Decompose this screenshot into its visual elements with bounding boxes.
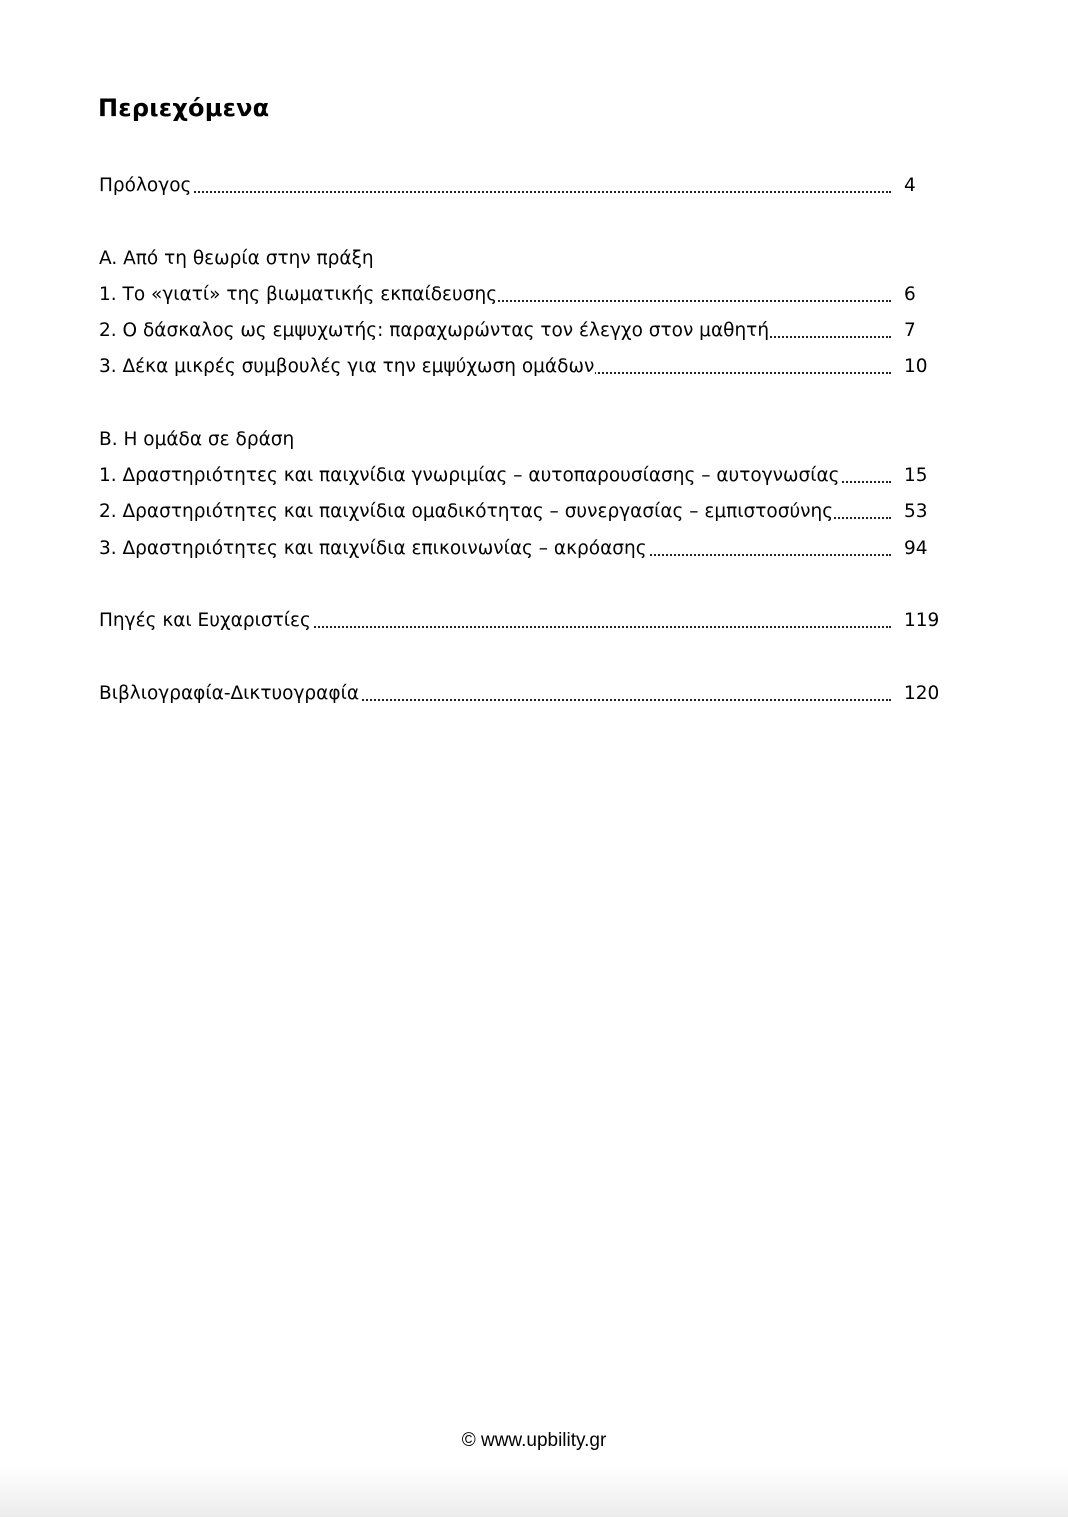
section-heading-b: B. Η ομάδα σε δράση: [99, 429, 295, 450]
toc-page-number: 7: [904, 320, 916, 341]
toc-page-number: 6: [904, 284, 916, 305]
toc-entry-sources[interactable]: [99, 609, 938, 633]
toc-entry[interactable]: [99, 464, 938, 488]
toc-entry-text: 2. Ο δάσκαλος ως εμψυχωτής: παραχωρώντας τον έλεγχο στον μαθητή: [99, 320, 770, 341]
toc-entry-text: 3. Δέκα μικρές συμβουλές για την εμψύχωση ομάδων: [99, 356, 595, 377]
toc-entry[interactable]: [99, 319, 938, 343]
toc-entry[interactable]: [99, 537, 938, 561]
toc-entry[interactable]: [99, 355, 938, 379]
toc-entry-text: Βιβλιογραφία-Δικτυογραφία: [99, 683, 360, 704]
toc-entry-text: 1. Δραστηριότητες και παιχνίδια γνωριμίας – αυτοπαρουσίασης – αυτογνωσίας: [99, 465, 840, 486]
page-title: Περιεχόμενα: [98, 94, 270, 122]
toc-entry[interactable]: [99, 500, 938, 524]
toc-page-number: 120: [904, 683, 940, 704]
page-bottom-edge: [0, 1467, 1068, 1517]
toc-entry-bibliography[interactable]: [99, 682, 938, 706]
toc-entry-text: 1. Το «γιατί» της βιωματικής εκπαίδευσης: [99, 284, 498, 305]
toc-entry-text: Πρόλογος: [99, 175, 192, 196]
toc-page-number: 53: [904, 501, 928, 522]
toc-page-number: 15: [904, 465, 928, 486]
toc-entry-prologue[interactable]: [99, 174, 938, 198]
toc-page-number: 119: [904, 610, 940, 631]
toc-page-number: 4: [904, 175, 916, 196]
toc-entry-text: Πηγές και Ευχαριστίες: [99, 610, 311, 631]
toc-entry[interactable]: [99, 283, 938, 307]
section-heading-a: A. Από τη θεωρία στην πράξη: [99, 248, 374, 269]
toc-page-number: 94: [904, 538, 928, 559]
footer-copyright: © www.upbility.gr: [461, 1430, 607, 1451]
toc-page-number: 10: [904, 356, 928, 377]
toc-entry-text: 3. Δραστηριότητες και παιχνίδια επικοινωνίας – ακρόασης: [99, 538, 647, 559]
dot-leader: [99, 191, 891, 193]
toc-entry-text: 2. Δραστηριότητες και παιχνίδια ομαδικότητας – συνεργασίας – εμπιστοσύνης: [99, 501, 834, 522]
